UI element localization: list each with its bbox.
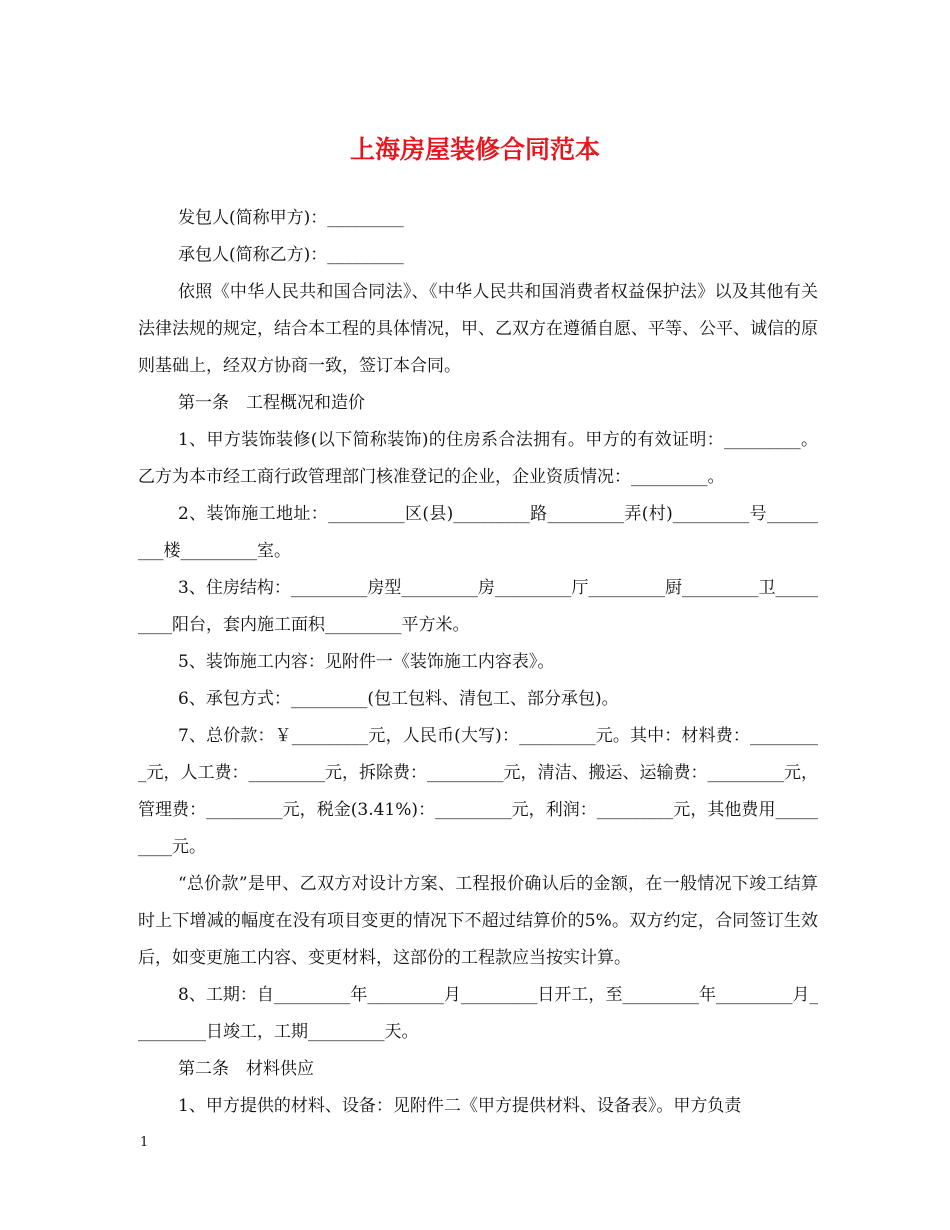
paragraph-clause-1: 1、甲方装饰装修(以下简称装饰)的住房系合法拥有。甲方的有效证明：_________。乙方为本市经工商行政管理部门核准登记的企业，企业资质情况：_________。 [138,430,818,487]
section-heading-1: 第一条 工程概况和造价 [178,393,365,413]
section-heading-2: 第二条 材料供应 [178,1059,314,1079]
paragraph-preamble: 依照《中华人民共和国合同法》、《中华人民共和国消费者权益保护法》以及其他有关法律法规的规定，结合本工程的具体情况，甲、乙双方在遵循自愿、平等、公平、诚信的原则基础上，经双方协商一致，签订本合同。 [138,282,818,376]
paragraph-clause-8: 8、工期：自_________年_________月_________日开工，至_________年_________月_________日竣工，工期_________天。 [138,985,818,1042]
paragraph-clause-6: 6、承包方式：_________(包工包料、清包工、部分承包)。 [178,689,619,709]
paragraph-clause-3: 3、住房结构：_________房型_________房_________厅_________厨_________卫_________阳台，套内施工面积_________平方米。 [138,578,818,635]
paragraph-clause-7: 7、总价款：￥_________元，人民币(大写)：_________元。其中：材料费：_________元，人工费：_________元，拆除费：_________元，清洁、搬运、运输费：_________元，管理费：_________元，税金(3.41%)：_________元，利润：_________元，其他费用_________元。 [138,726,818,857]
paragraph-party-a: 发包人(简称甲方)：_________ [178,208,404,228]
document-title: 上海房屋装修合同范本 [349,135,600,164]
document-body [138,200,818,1125]
paragraph-clause-2: 2、装饰施工地址：_________区(县)_________路_________弄(村)_________号_________楼_________室。 [138,504,818,561]
paragraph-total-price-note: “总价款”是甲、乙双方对设计方案、工程报价确认后的金额，在一般情况下竣工结算时上下增减的幅度在没有项目变更的情况下不超过结算价的5%。双方约定，合同签订生效后，如变更施工内容、变更材料，这部份的工程款应当按实计算。 [138,874,818,968]
paragraph-party-b: 承包人(简称乙方)：_________ [178,245,404,265]
page-number: 1 [140,1135,149,1150]
paragraph-clause-5: 5、装饰施工内容：见附件一《装饰施工内容表》。 [178,652,555,672]
paragraph-materials-1: 1、甲方提供的材料、设备：见附件二《甲方提供材料、设备表》。甲方负责 [178,1096,742,1116]
